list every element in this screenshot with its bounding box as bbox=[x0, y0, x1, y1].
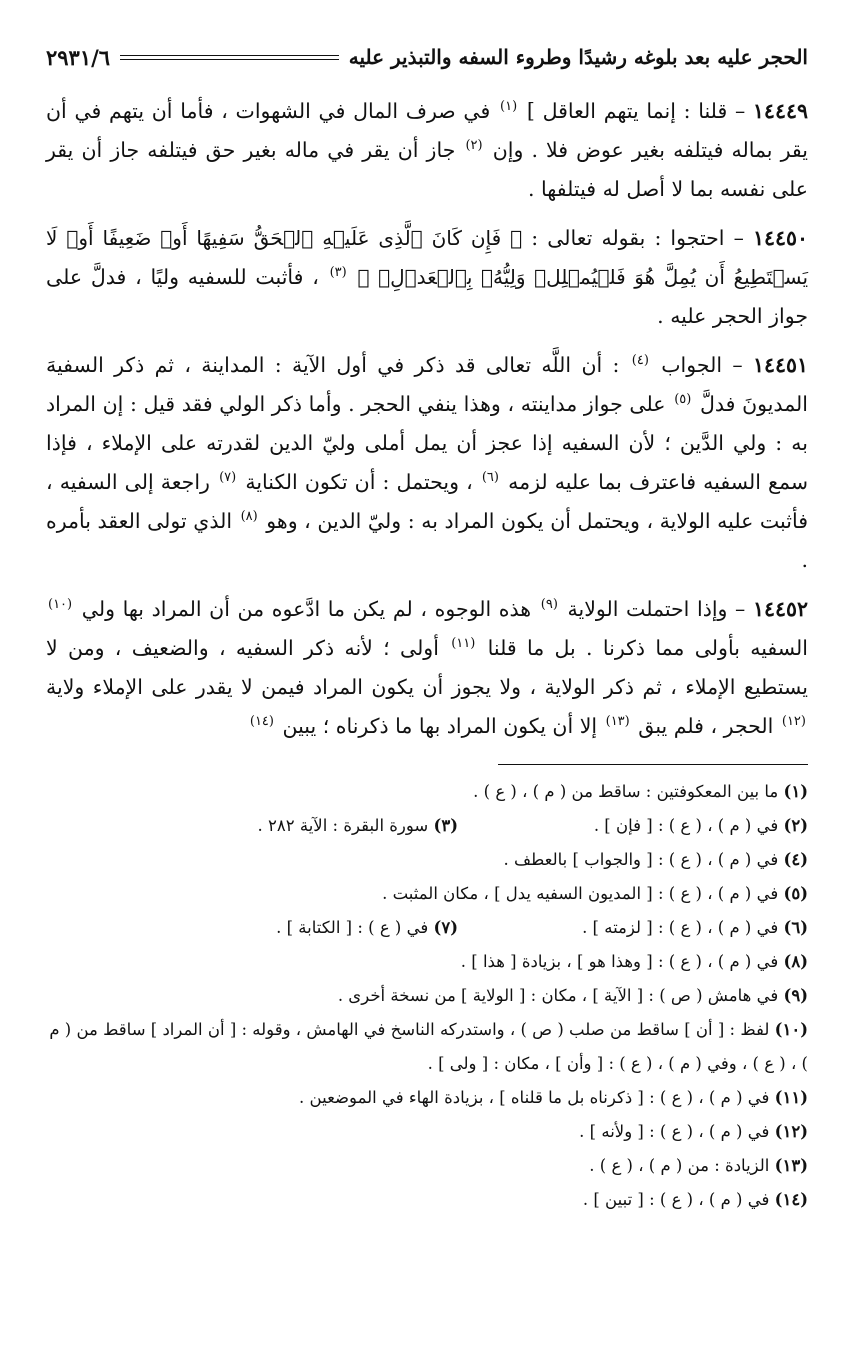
paragraph-text: الذي تولى العقد بأمره . bbox=[46, 509, 808, 572]
paragraph bbox=[46, 92, 808, 209]
footnote-reference: (٢) bbox=[465, 138, 483, 154]
footnote-text: في ( م ) ، ( ع ) : [ فإن ] . bbox=[593, 816, 779, 835]
footnote bbox=[258, 809, 458, 843]
paragraph-text: أولى ؛ لأنه ذكر السفيه ، والضعيف ، ومن لا يستطيع الإملاء ، ثم ذكر الولاية ، ولا يجوز أن يكون المراد فيمن لا يقدر على الإملاء ولاية bbox=[46, 636, 808, 699]
paragraph-text: – وإذا احتملت الولاية bbox=[559, 597, 753, 621]
paragraph-text: هذه الوجوه ، لم يكن ما ادَّعوه من أن المراد بها ولي bbox=[74, 597, 539, 621]
footnote-reference: (٩) bbox=[540, 597, 558, 613]
footnote-number: (٧) bbox=[433, 918, 458, 937]
paragraph-text: إلا أن يكون المراد بها ما ذكرناه ؛ يبين bbox=[275, 714, 604, 738]
footnote bbox=[46, 1013, 808, 1081]
footnote-reference: (١) bbox=[500, 99, 518, 115]
page-folio: ٢٩٣١/٦ bbox=[46, 44, 111, 70]
footnote-text: سورة البقرة : الآية ٢٨٢ . bbox=[257, 816, 429, 835]
footnote bbox=[46, 979, 808, 1013]
paragraph-text: – الجواب bbox=[650, 353, 753, 377]
paragraph-text: – قلنا : إنما يتهم العاقل ] bbox=[519, 99, 753, 123]
footnote bbox=[46, 877, 808, 911]
footnote bbox=[46, 775, 808, 809]
footnote-row bbox=[46, 911, 808, 945]
footnote bbox=[458, 911, 808, 945]
footnote-number: (١) bbox=[783, 782, 808, 801]
paragraph-number: ١٤٤٥١ bbox=[752, 353, 808, 377]
paragraph-text: ، ويحتمل : أن تكون الكناية bbox=[238, 470, 480, 494]
footnote-number: (١٢) bbox=[774, 1122, 808, 1141]
paragraph-text: على جواز مداينته ، وهذا ينفي الحجر . وأما ذكر الولي فقد قيل : إن المراد به : ولي الدَّين ؛ لأن السفيه إذا عجز أن يمل أملى وليّ الدين لقدرته على الإملاء ، فإذا سمع السفيه فاعترف بما عليه لزمه bbox=[46, 392, 809, 494]
paragraph-number: ١٤٤٥٠ bbox=[752, 226, 808, 250]
paragraph-text: ، فأثبت للسفيه وليًا ، فدلَّ على جواز الحجر عليه . bbox=[46, 265, 808, 328]
footnote-number: (١٠) bbox=[774, 1020, 808, 1039]
footnote bbox=[46, 1081, 808, 1115]
page-header bbox=[46, 34, 808, 80]
footnote-text: في ( ع ) : [ الكتابة ] . bbox=[276, 918, 429, 937]
footnote-text: في ( م ) ، ( ع ) : [ وهذا هو ] ، بزيادة [ هذا ] . bbox=[460, 952, 779, 971]
paragraph bbox=[46, 219, 808, 336]
footnote-text: في ( م ) ، ( ع ) : [ تبين ] . bbox=[582, 1190, 770, 1209]
running-title: الحجر عليه بعد بلوغه رشيدًا وطروء السفه والتبذير عليه bbox=[348, 45, 808, 69]
footnote-separator bbox=[498, 764, 808, 765]
footnote-text: في هامش ( ص ) : [ الآية ] ، مكان : [ الولاية ] من نسخة أخرى . bbox=[337, 986, 779, 1005]
footnote-number: (٦) bbox=[783, 918, 808, 937]
footnote-number: (١١) bbox=[774, 1088, 808, 1107]
footnote-text: في ( م ) ، ( ع ) : [ ولأنه ] . bbox=[579, 1122, 770, 1141]
footnote-text: الزيادة : من ( م ) ، ( ع ) . bbox=[589, 1156, 770, 1175]
paragraph-text: – احتجوا : بقوله تعالى : bbox=[522, 226, 753, 250]
paragraph-number: ١٤٤٥٢ bbox=[752, 597, 808, 621]
footnote-reference: (٨) bbox=[240, 509, 258, 525]
paragraph-text: في صرف المال في الشهوات ، فأما أن يتهم في أن يقر بماله فيتلفه بغير عوض فلا . وإن bbox=[46, 99, 808, 162]
footnote-number: (٨) bbox=[783, 952, 808, 971]
footnote-text: في ( م ) ، ( ع ) : [ لزمته ] . bbox=[582, 918, 779, 937]
footnote-text: لفظ : [ أن ] ساقط من صلب ( ص ) ، واستدركه الناسخ في الهامش ، وقوله : [ أن المراد ] ساقط من ( م ) ، ( ع ) ، وفي ( م ) ، ( ع ) : [ وأن ] ، مكان : [ ولى ] . bbox=[49, 1020, 808, 1073]
paragraph-text: راجعة إلى السفيه ، فأثبت عليه الولاية ، ويحتمل أن يكون المراد به : وليّ الدين ، وهو bbox=[46, 470, 808, 533]
footnote-text: ما بين المعكوفتين : ساقط من ( م ) ، ( ع ) . bbox=[473, 782, 779, 801]
footnote-number: (١٣) bbox=[774, 1156, 808, 1175]
footnote-reference: (٤) bbox=[631, 353, 649, 369]
footnote-reference: (١٠) bbox=[48, 597, 73, 613]
footnote-reference: (١٣) bbox=[605, 714, 630, 730]
footnote-reference: (١٤) bbox=[249, 714, 274, 730]
footnote-number: (٥) bbox=[783, 884, 808, 903]
footnote-text: في ( م ) ، ( ع ) : [ المديون السفيه يدل ] ، مكان المثبت . bbox=[382, 884, 779, 903]
book-page bbox=[46, 34, 808, 1334]
footnote-reference: (١١) bbox=[451, 636, 476, 652]
footnote-number: (١٤) bbox=[774, 1190, 808, 1209]
footnote bbox=[46, 1149, 808, 1183]
main-text bbox=[46, 92, 808, 746]
paragraph-number: ١٤٤٤٩ bbox=[752, 99, 808, 123]
footnote bbox=[46, 1115, 808, 1149]
footnote-reference: (٦) bbox=[481, 470, 499, 486]
footnote bbox=[276, 911, 458, 945]
quran-quote: ﴿ فَإِن كَانَ ٱلَّذِى عَلَيۡهِ ٱلۡحَقُّ سَفِيهًا أَوۡ ضَعِيفًا أَوۡ لَا يَسۡتَطِيعُ أَن يُمِلَّ هُوَ فَلۡيُمۡلِلۡ وَلِيُّهُۥ بِٱلۡعَدۡلِۚ ﴾ bbox=[46, 226, 809, 289]
paragraph bbox=[46, 346, 808, 580]
footnote-reference: (٥) bbox=[674, 392, 692, 408]
footnotes bbox=[46, 775, 808, 1217]
paragraph-text: السفيه بأولى مما ذكرنا . بل ما قلنا bbox=[477, 636, 808, 660]
footnote-text: في ( م ) ، ( ع ) : [ والجواب ] بالعطف . bbox=[503, 850, 779, 869]
paragraph-text bbox=[349, 265, 358, 289]
footnote-number: (٣) bbox=[433, 816, 458, 835]
paragraph-text: : أن اللَّه تعالى قد ذكر في أول الآية : المداينة ، ثم ذكر السفيهَ المديونَ فدلَّ bbox=[46, 353, 808, 416]
footnote-reference: (٣) bbox=[329, 265, 347, 281]
footnote bbox=[46, 945, 808, 979]
footnote bbox=[46, 1183, 808, 1217]
paragraph-text: جاز أن يقر في ماله بغير حق فيتلفه جاز أن يقر على نفسه بما لا أصل له فيتلفها . bbox=[46, 138, 808, 201]
footnote bbox=[458, 809, 808, 843]
footnote-reference: (٧) bbox=[219, 470, 237, 486]
footnote-row bbox=[46, 809, 808, 843]
footnote-number: (٢) bbox=[783, 816, 808, 835]
footnote-number: (٤) bbox=[783, 850, 808, 869]
footnote-number: (٩) bbox=[783, 986, 808, 1005]
footnote-reference: (١٢) bbox=[781, 714, 806, 730]
paragraph-text: الحجر ، فلم يبق bbox=[631, 714, 780, 738]
footnote-text: في ( م ) ، ( ع ) : [ ذكرناه بل ما قلناه ] ، بزيادة الهاء في الموضعين . bbox=[299, 1088, 770, 1107]
paragraph bbox=[46, 590, 808, 746]
header-rule bbox=[120, 55, 339, 60]
footnote bbox=[46, 843, 808, 877]
